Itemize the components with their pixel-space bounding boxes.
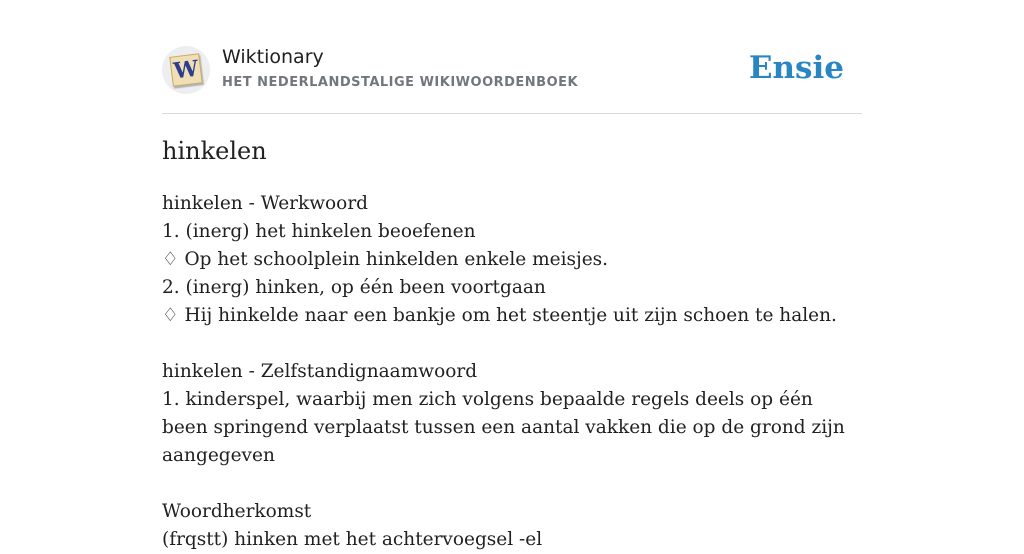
site-subtitle: HET NEDERLANDSTALIGE WIKIWOORDENBOEK [222,75,579,90]
verb-example-2: ♢ Hij hinkelde naar een bankje om het steentje uit zijn schoen te halen. [162,305,837,326]
spacer [162,330,862,358]
etymology-heading: Woordherkomst [162,501,312,522]
etymology-text: (frqstt) hinken met het achtervoegsel -el [162,529,543,550]
page-title: hinkelen [162,137,267,165]
verb-example-1: ♢ Op het schoolplein hinkelden enkele meisjes. [162,249,609,270]
site-name: Wiktionary [222,46,324,68]
article-content [162,190,862,554]
spacer [162,470,862,498]
wiktionary-logo-icon: W [169,53,202,86]
verb-definition-1: 1. (inerg) het hinkelen beoefenen [162,221,476,242]
verb-heading: hinkelen - Werkwoord [162,193,369,214]
wiktionary-logo[interactable] [162,46,210,94]
noun-definition-1: 1. kinderspel, waarbij men zich volgens bepaalde regels deels op één been springend verplaatst tussen een aantal vakken die op de grond zijn aangegeven [162,389,845,466]
ensie-brand-link[interactable]: Ensie [748,50,844,86]
noun-heading: hinkelen - Zelfstandignaamwoord [162,361,478,382]
verb-definition-2: 2. (inerg) hinken, op één been voortgaan [162,277,546,298]
site-header [162,40,862,114]
